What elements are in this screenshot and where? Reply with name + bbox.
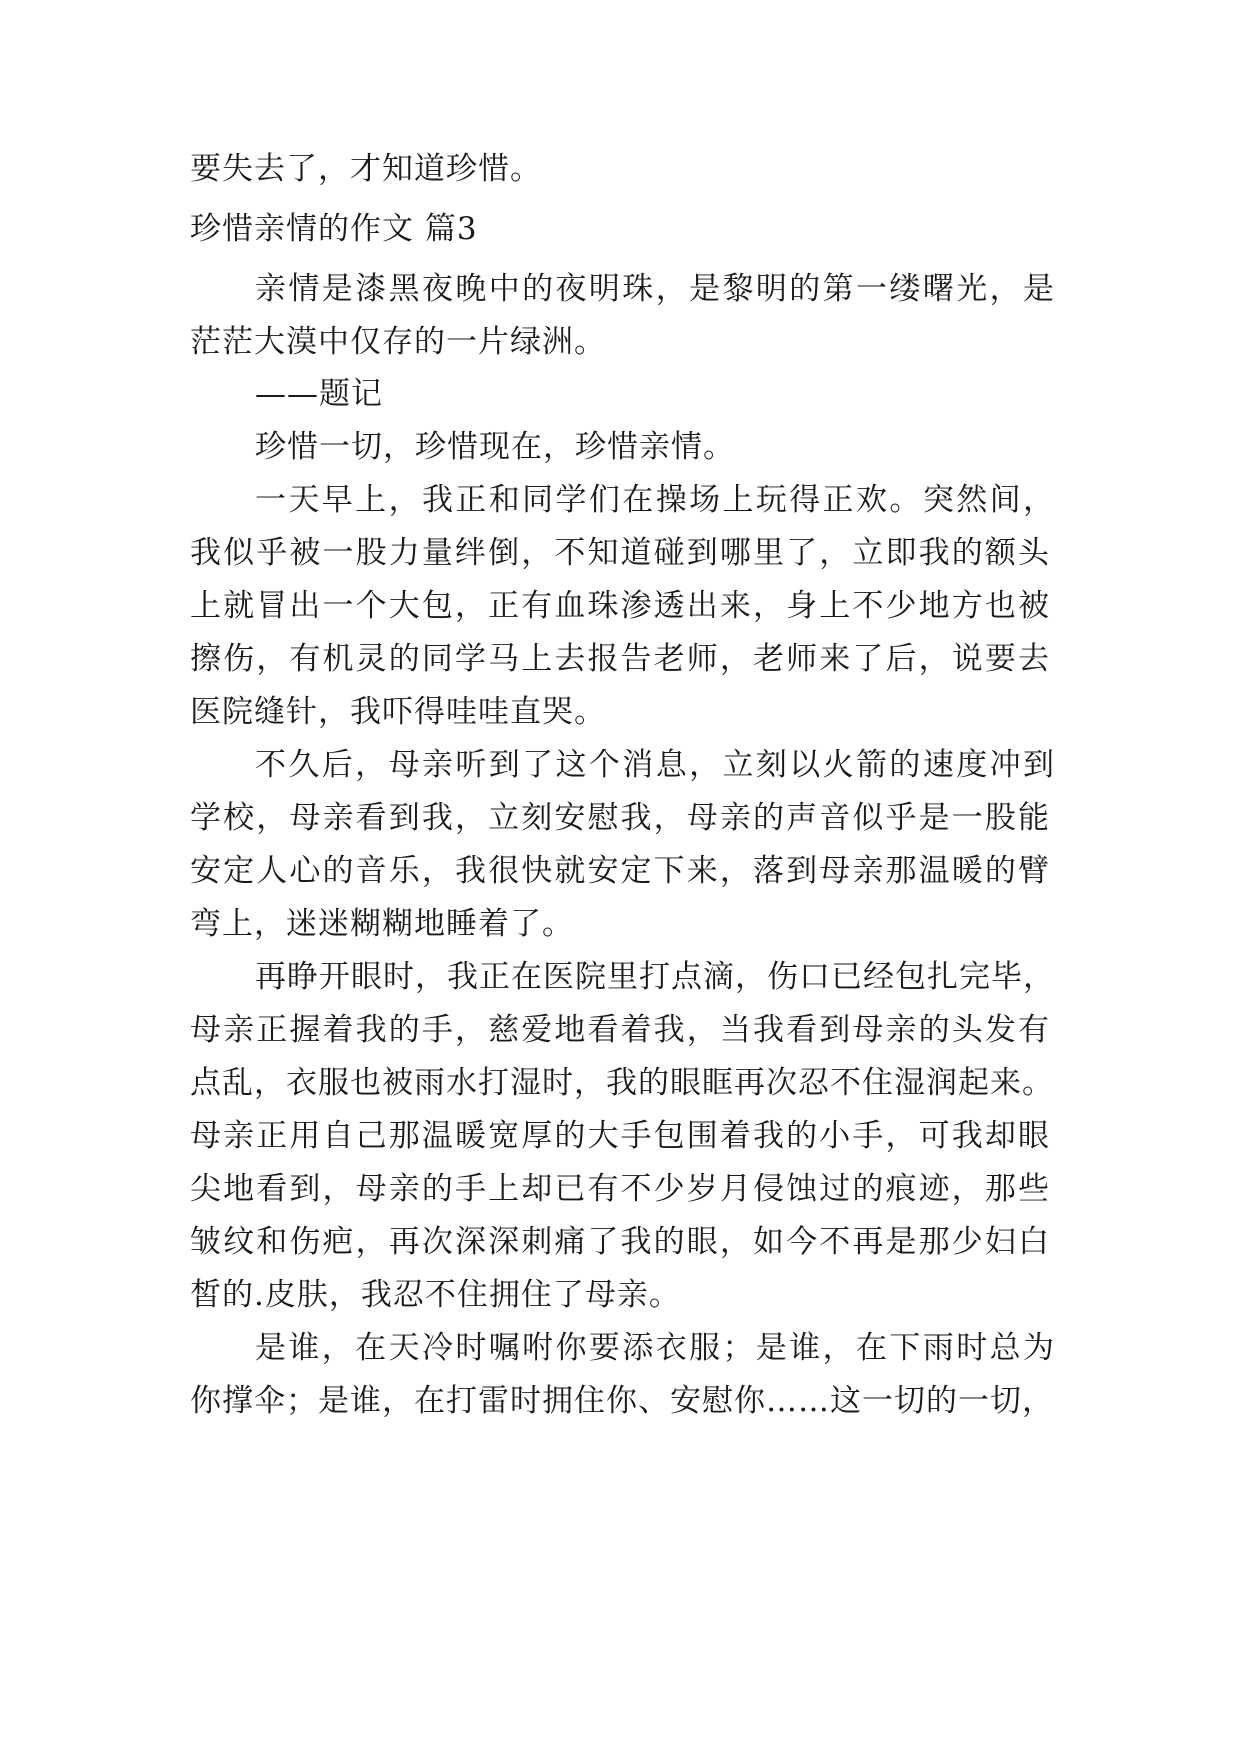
paragraph-line: 茫茫大漠中仅存的一片绿洲。 (190, 324, 606, 360)
paragraph-line: 一天早上，我正和同学们在操场上玩得正欢。突然间， (255, 482, 1055, 518)
epigraph-attribution: ——题记 (255, 376, 383, 412)
paragraph-line: 母亲正握着我的手，慈爱地看着我，当我看到母亲的头发有 (190, 1012, 1050, 1048)
paragraph-line: 皱纹和伤疤，再次深深刺痛了我的眼，如今不再是那少妇白 (190, 1224, 1050, 1260)
paragraph-line: 弯上，迷迷糊糊地睡着了。 (190, 906, 574, 942)
paragraph-line: 安定人心的音乐，我很快就安定下来，落到母亲那温暖的臂 (190, 853, 1050, 889)
paragraph-line: 擦伤，有机灵的同学马上去报告老师，老师来了后，说要去 (190, 641, 1050, 677)
paragraph-line: 珍惜一切，珍惜现在，珍惜亲情。 (255, 429, 735, 465)
paragraph-line: 再睁开眼时，我正在医院里打点滴，伤口已经包扎完毕， (255, 959, 1055, 995)
paragraph-line: 你撑伞；是谁，在打雷时拥住你、安慰你……这一切的一切， (190, 1383, 1054, 1419)
paragraph-line: 母亲正用自己那温暖宽厚的大手包围着我的小手，可我却眼 (190, 1118, 1050, 1154)
paragraph-line: 学校，母亲看到我，立刻安慰我，母亲的声音似乎是一股能 (190, 800, 1050, 836)
paragraph-line: 上就冒出一个大包，正有血珠渗透出来，身上不少地方也被 (190, 588, 1050, 624)
paragraph-line: 不久后，母亲听到了这个消息，立刻以火箭的速度冲到 (255, 747, 1055, 783)
paragraph-line: 医院缝针，我吓得哇哇直哭。 (190, 694, 606, 730)
paragraph-line: 亲情是漆黑夜晚中的夜明珠，是黎明的第一缕曙光，是 (255, 271, 1055, 307)
paragraph-line: 我似乎被一股力量绊倒，不知道碰到哪里了，立即我的额头 (190, 535, 1050, 571)
section-heading: 珍惜亲情的作文 篇3 (190, 211, 478, 247)
paragraph-line: 是谁，在天冷时嘱咐你要添衣服；是谁，在下雨时总为 (255, 1330, 1055, 1366)
paragraph-line: 尖地看到，母亲的手上却已有不少岁月侵蚀过的痕迹，那些 (190, 1171, 1050, 1207)
paragraph-line: 点乱，衣服也被雨水打湿时，我的眼眶再次忍不住湿润起来。 (190, 1065, 1054, 1101)
paragraph-line: 要失去了，才知道珍惜。 (190, 151, 542, 187)
paragraph-line: 皙的.皮肤，我忍不住拥住了母亲。 (190, 1277, 681, 1313)
